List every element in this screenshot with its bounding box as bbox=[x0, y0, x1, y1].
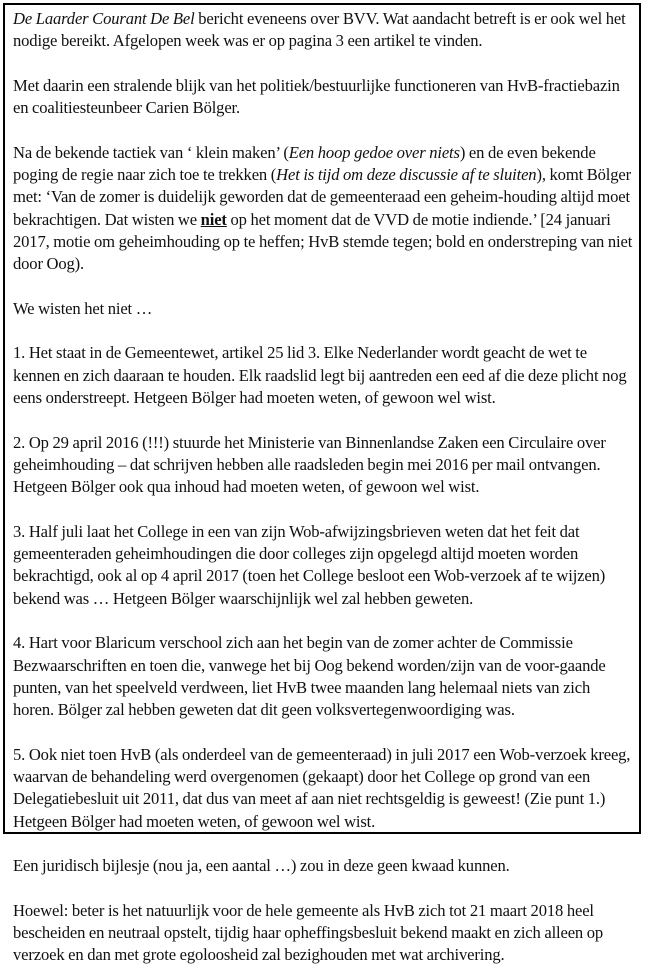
list-item-point-1 bbox=[13, 342, 633, 409]
text-segment: ) en de even bekende poging de regie naar zich toe te trekken ( bbox=[13, 142, 596, 185]
italic-quote: Het is tijd om deze discussie af te sluiten bbox=[276, 165, 537, 185]
paragraph-remark bbox=[13, 855, 633, 877]
text-segment: Met daarin een stralende blijk van het politiek/bestuurlijke functioneren van HvB-fractiebazin en coalitiesteunbeer Carien Bölger. bbox=[13, 75, 620, 118]
text-segment: Hoewel: beter is het natuurlijk voor de hele gemeente als HvB zich tot 21 maart 2018 heel bescheiden en neutraal opstelt, tijdig haar opheffingsbesluit bekend maakt en zich alleen op verzoek en dan met grote egoloosheid zal bezighouden met wat archivering. bbox=[13, 900, 604, 965]
document-body bbox=[5, 5, 639, 967]
paragraph-intro bbox=[13, 8, 633, 53]
text-segment: 5. Ook niet toen HvB (als onderdeel van de gemeenteraad) in juli 2017 een Wob-verzoek kreeg, waarvan de behandeling werd overgenomen (gekaapt) door het College op grond van een Delegatiebesluit uit 2011, dat dus van meet af aan niet rechtsgeldig is geweest! (Zie punt 1.) Hetgeen Bölger had moeten weten, of gewoon wel wist. bbox=[13, 744, 631, 831]
text-segment: bericht eveneens over BVV. Wat aandacht betreft is er ook wel het nodige bereikt. Afgelopen week was er op pagina 3 een artikel te vinden. bbox=[13, 9, 626, 51]
italic-quote: Een hoop gedoe over niets bbox=[288, 142, 460, 162]
emphasis-niet: niet bbox=[200, 209, 227, 229]
text-segment: op het moment dat de VVD de motie indiende.’ [24 januari 2017, motie om geheimhouding op te heffen; HvB stemde tegen; bold en onderstreping van niet door Oog). bbox=[13, 209, 633, 274]
text-segment: 3. Half juli laat het College in een van zijn Wob-afwijzingsbrieven weten dat het feit dat gemeenteraden geheimhoudingen die door colleges zijn opgelegd altijd moeten worden bekrachtigd, ook al op 4 april 2017 (toen het College besloot een Wob-verzoek af te wijzen) bekend was … Hetgeen Bölger waarschijnlijk wel zal hebben geweten. bbox=[13, 521, 606, 608]
text-segment: 1. Het staat in de Gemeentewet, artikel 25 lid 3. Elke Nederlander wordt geacht de wet te kennen en zich daaraan te houden. Elk raadslid legt bij aantreden een eed af die deze plicht nog eens onderstreept. Hetgeen Bölger had moeten weten, of gewoon wel wist. bbox=[13, 343, 627, 408]
list-item-point-2 bbox=[13, 432, 633, 499]
paragraph-conclusion bbox=[13, 900, 633, 967]
paragraph-context bbox=[13, 75, 633, 120]
section-heading bbox=[13, 298, 633, 320]
text-segment: 4. Hart voor Blaricum verschool zich aan het begin van de zomer achter de Commissie Bezwaarschriften en toen die, vanwege het bij Oog bekend worden/zijn van de voor-gaande punten, van het speelveld verdween, liet HvB twee maanden lang helemaal niets van zich horen. Bölger zal hebben geweten dat dit geen volksvertegenwoordiging was. bbox=[13, 633, 606, 720]
list-item-point-4 bbox=[13, 632, 633, 721]
list-item-point-3 bbox=[13, 521, 633, 610]
document-frame bbox=[3, 3, 641, 965]
text-segment: Na de bekende tactiek van ‘ klein maken’ ( bbox=[13, 142, 289, 162]
text-segment: Een juridisch bijlesje (nou ja, een aantal …) zou in deze geen kwaad kunnen. bbox=[13, 856, 510, 876]
text-segment: ), komt Bölger met: ‘Van de zomer is duidelijk geworden dat de gemeenteraad een geheim-houding altijd moet bekrachtigen. Dat wisten we bbox=[13, 165, 631, 229]
newspaper-title: De Laarder Courant De Bel bbox=[13, 9, 195, 28]
text-segment: 2. Op 29 april 2016 (!!!) stuurde het Ministerie van Binnenlandse Zaken een Circulaire over geheimhouding – dat schrijven hebben alle raadsleden begin mei 2016 per mail ontvangen. Hetgeen Bölger ook qua inhoud had moeten weten, of gewoon wel wist. bbox=[13, 432, 606, 497]
text-segment: We wisten het niet … bbox=[13, 298, 153, 318]
paragraph-quote bbox=[13, 142, 633, 276]
list-item-point-5 bbox=[13, 744, 633, 833]
